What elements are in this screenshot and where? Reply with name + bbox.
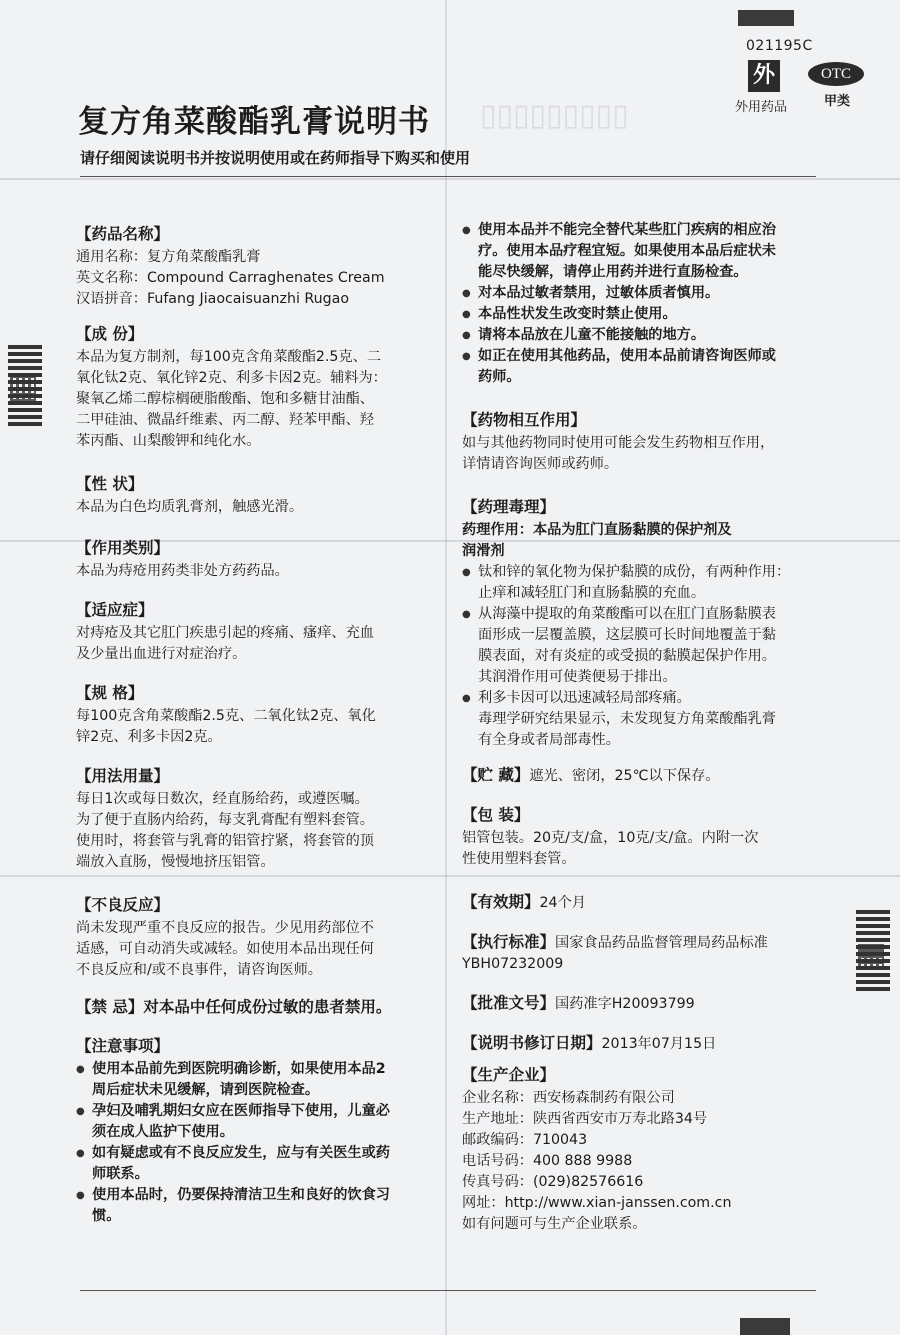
- list-item: [462, 688, 818, 751]
- list-item: [462, 604, 818, 688]
- left-column: [76, 224, 428, 1227]
- otc-class-label: 甲类: [824, 94, 851, 109]
- storage-row: [462, 765, 818, 787]
- text-line: ● 使用本品并不能完全替代某些肛门疾病的相应治: [478, 222, 776, 238]
- text-line: 师联系。: [92, 1166, 149, 1182]
- section-heading: 【有效期】: [462, 893, 540, 911]
- revision-text: 2013年07月15日: [601, 1036, 717, 1052]
- text-line: 能尽快缓解，请停止用药并进行直肠检查。: [478, 264, 748, 280]
- text-line: 二甲硅油、微晶纤维素、丙二醇、羟苯甲酯、羟: [76, 412, 374, 428]
- section-heading: 【包 装】: [462, 806, 530, 824]
- text-line: 如有问题可与生产企业联系。: [462, 1216, 647, 1232]
- external-use-label: 外用药品: [735, 100, 788, 115]
- text-line: 本品为痔疮用药类非处方药药品。: [76, 563, 289, 579]
- text-line: 有全身或者局部毒性。: [478, 732, 620, 748]
- text-line: 生产地址：陕西省西安市万寿北路34号: [462, 1111, 708, 1127]
- text-line: ● 利多卡因可以迅速减轻局部疼痛。: [478, 690, 691, 706]
- text-line: ● 钛和锌的氧化物为保护黏膜的成份，有两种作用：: [478, 564, 791, 580]
- approval-row: [462, 993, 818, 1015]
- storage-text: 遮光、密闭，25℃以下保存。: [529, 768, 720, 784]
- text-line: ● 使用本品时，仍要保持清洁卫生和良好的饮食习: [92, 1187, 390, 1203]
- section-heading: 【规 格】: [76, 684, 144, 702]
- text-line: 周后症状未见缓解，请到医院检查。: [92, 1082, 320, 1098]
- text-line: 面形成一层覆盖膜，这层膜可长时间地覆盖于黏: [478, 627, 776, 643]
- text-line: 对痔疮及其它肛门疾患引起的疼痛、瘙痒、充血: [76, 625, 374, 641]
- text-line: 每100克含角菜酸酯2.5克、二氧化钛2克、氧化: [76, 708, 376, 724]
- text-line: 须在成人监护下使用。: [92, 1124, 234, 1140]
- validity-text: 24个月: [539, 895, 586, 911]
- text-line: 惯。: [92, 1208, 121, 1224]
- text-line: 英文名称：Compound Carraghenates Cream: [76, 270, 385, 286]
- validity-row: [462, 892, 818, 914]
- text-line: 膜表面，对有炎症的或受损的黏膜起保护作用。: [478, 648, 776, 664]
- section-heading: 【执行标准】: [462, 933, 556, 951]
- text-line: 详情请咨询医师或药师。: [462, 456, 619, 472]
- text-line: ● 使用本品前先到医院明确诊断，如果使用本品2: [92, 1061, 386, 1077]
- otc-badge: OTC: [808, 62, 864, 86]
- text-line: ● 如有疑虑或有不良反应发生，应与有关医生或药: [92, 1145, 390, 1161]
- text-line: 本品为白色均质乳膏剂，触感光滑。: [76, 499, 304, 515]
- text-line: 邮政编码：710043: [462, 1132, 588, 1148]
- left-qr-code: [10, 376, 36, 402]
- text-line: 尚未发现严重不良反应的报告。少见用药部位不: [76, 920, 374, 936]
- section-heading: 【禁 忌】: [76, 998, 144, 1016]
- text-line: 疗。使用本品疗程宜短。如果使用本品后症状未: [478, 243, 776, 259]
- text-line: 每日1次或每日数次，经直肠给药，或遵医嘱。: [76, 791, 369, 807]
- text-line: 传真号码：(029)82576616: [462, 1174, 644, 1190]
- right-column: [462, 220, 818, 1235]
- section-heading: 【不良反应】: [76, 896, 170, 914]
- text-line: 为了便于直肠内给药，每支乳膏配有塑料套管。: [76, 812, 374, 828]
- list-item: [462, 220, 818, 283]
- approval-text: 国药准字H20093799: [555, 996, 695, 1012]
- section-heading: 【说明书修订日期】: [462, 1034, 602, 1052]
- revision-row: [462, 1033, 818, 1055]
- text-line: 适感，可自动消失或减轻。如使用本品出现任何: [76, 941, 374, 957]
- paper-fold: [0, 178, 900, 180]
- header-divider: [80, 176, 816, 177]
- list-item: [462, 283, 818, 304]
- text-line: 通用名称：复方角菜酸酯乳膏: [76, 249, 261, 265]
- section-heading: 【注意事项】: [76, 1037, 170, 1055]
- registration-mark: [740, 1318, 790, 1335]
- text-line: 不良反应和/或不良事件，请咨询医师。: [76, 962, 322, 978]
- list-item: [462, 325, 818, 346]
- standard-text: 国家食品药品监督管理局药品标准: [555, 935, 768, 951]
- text-line: 使用时，将套管与乳膏的铝管拧紧，将套管的顶: [76, 833, 374, 849]
- list-item: [76, 1185, 428, 1227]
- external-use-badge: 外: [748, 60, 780, 92]
- section-heading: 【药物相互作用】: [462, 411, 587, 429]
- bleed-through-text: ▯▯▯▯▯▯▯▯▯: [480, 98, 629, 133]
- text-line: 端放入直肠，慢慢地挤压铝管。: [76, 854, 275, 870]
- list-item: [462, 346, 818, 388]
- text-line: ● 对本品过敏者禁用，过敏体质者慎用。: [478, 285, 720, 301]
- text-line: ● 孕妇及哺乳期妇女应在医师指导下使用，儿童必: [92, 1103, 390, 1119]
- section-heading: 【作用类别】: [76, 539, 170, 557]
- text-line: ● 从海藻中提取的角菜酸酯可以在肛门直肠黏膜表: [478, 606, 776, 622]
- website-link[interactable]: 网址：http://www.xian-janssen.com.cn: [462, 1195, 732, 1211]
- text-line: 锌2克、利多卡因2克。: [76, 729, 222, 745]
- section-heading: 【适应症】: [76, 601, 154, 619]
- text-line: YBH07232009: [462, 956, 564, 972]
- text-line: 及少量出血进行对症治疗。: [76, 646, 247, 662]
- text-line: 铝管包装。20克/支/盒，10克/支/盒。内附一次: [462, 830, 759, 846]
- section-heading: 【生产企业】: [462, 1066, 556, 1084]
- text-line: 止痒和减轻肛门和直肠黏膜的充血。: [478, 585, 706, 601]
- page-title: 复方角菜酸酯乳膏说明书: [78, 104, 430, 140]
- standard-row: [462, 932, 818, 954]
- text-line: 聚氧乙烯二醇棕榈硬脂酸酯、饱和多糖甘油酯、: [76, 391, 374, 407]
- text-line: ● 如正在使用其他药品，使用本品前请咨询医师或: [478, 348, 776, 364]
- section-heading: 【用法用量】: [76, 767, 170, 785]
- text-line: 企业名称：西安杨森制药有限公司: [462, 1090, 675, 1106]
- text-line: ● 本品性状发生改变时禁止使用。: [478, 306, 677, 322]
- text-line: 药师。: [478, 369, 521, 385]
- section-heading: 【成 份】: [76, 325, 144, 343]
- list-item: [462, 304, 818, 325]
- text-line: 如与其他药物同时使用可能会发生药物相互作用，: [462, 435, 775, 451]
- registration-mark: [738, 10, 794, 26]
- right-qr-code: [858, 944, 884, 970]
- text-line: 毒理学研究结果显示，未发现复方角菜酸酯乳膏: [478, 711, 776, 727]
- section-heading: 【批准文号】: [462, 994, 556, 1012]
- list-item: [462, 562, 818, 604]
- text-line: 其润滑作用可使粪便易于排出。: [478, 669, 677, 685]
- reading-warning: 请仔细阅读说明书并按说明使用或在药师指导下购买和使用: [80, 149, 471, 167]
- text-line: 氧化钛2克、氧化锌2克、利多卡因2克。辅料为：: [76, 370, 387, 386]
- product-code: 021195C: [746, 38, 813, 54]
- section-heading: 【药理毒理】: [462, 498, 556, 516]
- list-item: [76, 1101, 428, 1143]
- text-line: 电话号码：400 888 9988: [462, 1153, 633, 1169]
- list-item: [76, 1143, 428, 1185]
- text-line: 润滑剂: [462, 543, 505, 559]
- section-heading: 【性 状】: [76, 475, 144, 493]
- list-item: [76, 1059, 428, 1101]
- paper-fold: [445, 0, 447, 1335]
- text-line: 药理作用：本品为肛门直肠黏膜的保护剂及: [462, 522, 732, 538]
- footer-divider: [80, 1290, 816, 1291]
- text-line: 性使用塑料套管。: [462, 851, 576, 867]
- contraindication-row: [76, 997, 428, 1018]
- text-line: 汉语拼音：Fufang Jiaocaisuanzhi Rugao: [76, 291, 349, 307]
- contraindication-text: 对本品中任何成份过敏的患者禁用。: [143, 998, 392, 1016]
- text-line: ● 请将本品放在儿童不能接触的地方。: [478, 327, 706, 343]
- section-heading: 【药品名称】: [76, 225, 170, 243]
- text-line: 苯丙酯、山梨酸钾和纯化水。: [76, 433, 261, 449]
- section-heading: 【贮 藏】: [462, 766, 530, 784]
- text-line: 本品为复方制剂，每100克含角菜酸酯2.5克、二: [76, 349, 382, 365]
